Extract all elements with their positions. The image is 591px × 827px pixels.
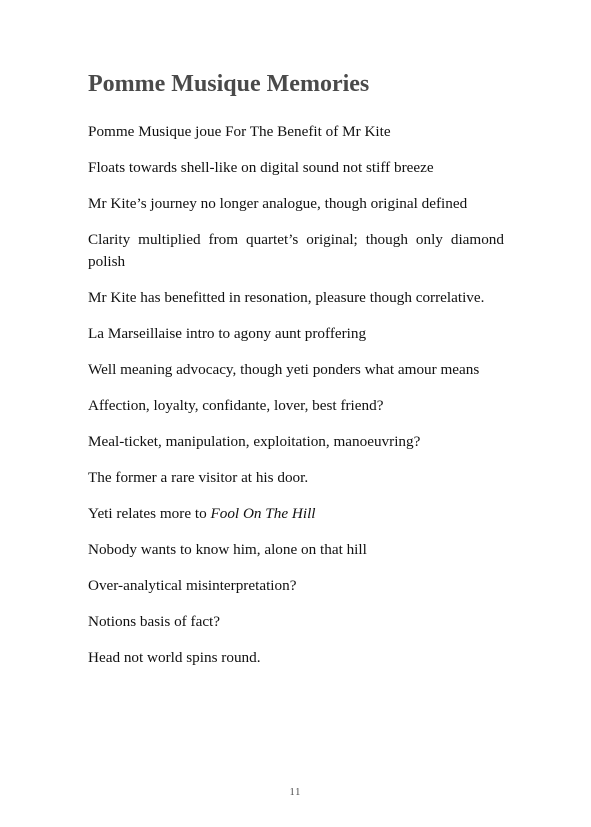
- poem-line: The former a rare visitor at his door.: [88, 469, 309, 486]
- poem-line: Notions basis of fact?: [88, 613, 221, 630]
- poem-line-yeti: [88, 503, 504, 525]
- page-number: 11: [289, 787, 302, 798]
- page-title: Pomme Musique Memories: [88, 71, 370, 97]
- poem-line: Meal-ticket, manipulation, exploitation, manoeuvring?: [88, 433, 421, 450]
- poem-line: Mr Kite’s journey no longer analogue, though original defined: [88, 195, 468, 212]
- poem-line: Clarity multiplied from quartet’s original; though only diamond polish: [88, 231, 504, 270]
- poem-line: Affection, loyalty, confidante, lover, best friend?: [88, 397, 384, 414]
- poem-line: La Marseillaise intro to agony aunt proffering: [88, 325, 367, 342]
- poem-line: Head not world spins round.: [88, 649, 261, 666]
- poem-line: Floats towards shell-like on digital sound not stiff breeze: [88, 159, 434, 176]
- poem-body: [88, 121, 504, 683]
- song-title-italic: Fool On The Hill: [210, 505, 316, 522]
- poem-line: Pomme Musique joue For The Benefit of Mr Kite: [88, 123, 391, 140]
- poem-line: Well meaning advocacy, though yeti ponders what amour means: [88, 361, 480, 378]
- poem-line: Mr Kite has benefitted in resonation, pleasure though correlative.: [88, 289, 485, 306]
- poem-line: Nobody wants to know him, alone on that hill: [88, 541, 367, 558]
- poem-line: Over-analytical misinterpretation?: [88, 577, 297, 594]
- yeti-line-prefix: Yeti relates more to: [88, 505, 211, 522]
